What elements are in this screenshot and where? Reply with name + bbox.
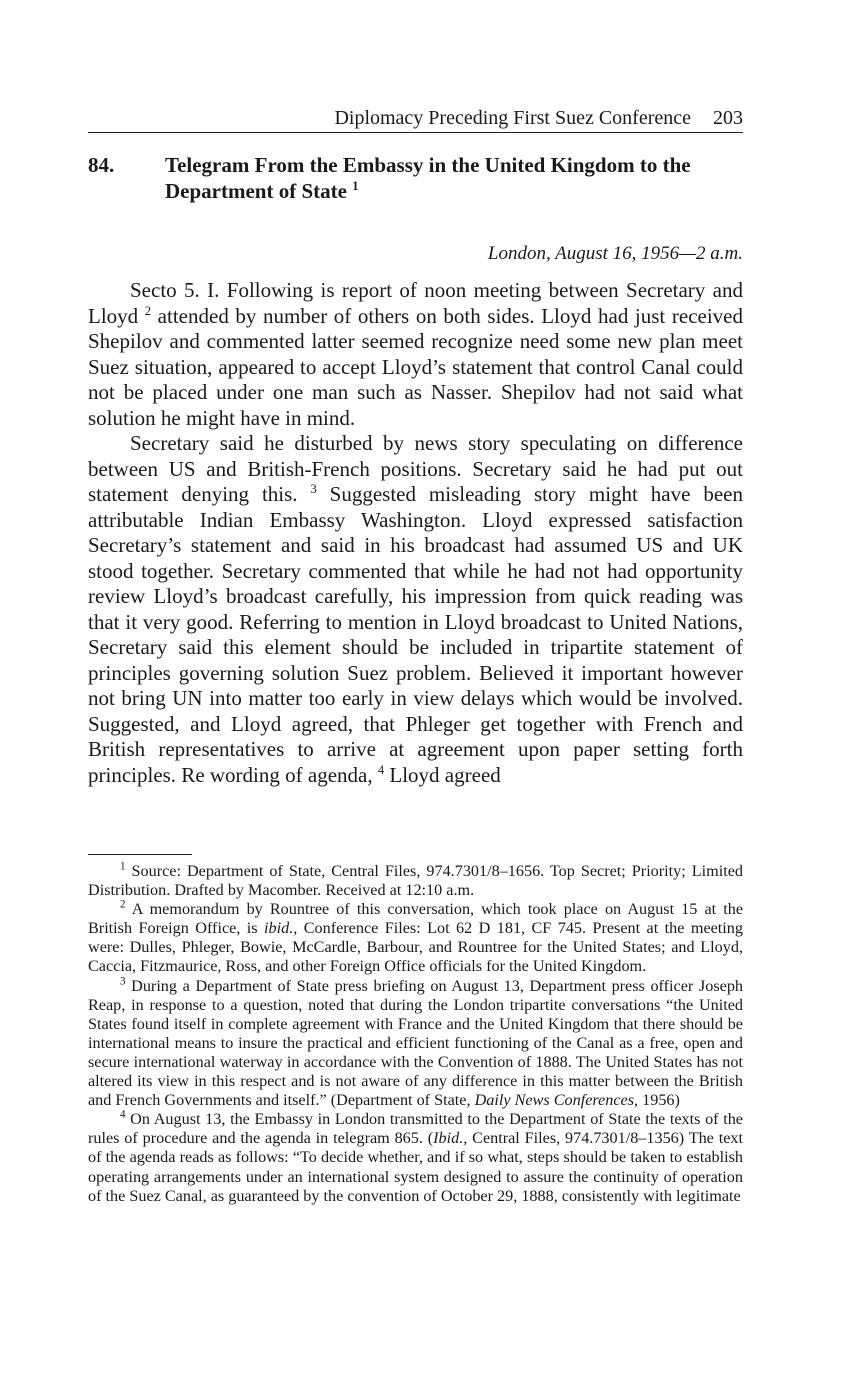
footnote-text: A memorandum by Rountree of this conversation, which took place on August 15 at the British Foreign Office, is (88, 900, 744, 938)
footnote-ref-1[interactable]: 1 (352, 179, 359, 193)
paragraph-text: Secretary said he disturbed by news story speculating on difference between US and British-French positions. Secretary said he had put out statement denying this. (88, 431, 743, 506)
footnote-italic: Daily News Conferences, (474, 1091, 639, 1110)
page-number: 203 (713, 107, 743, 129)
footnote-1 (88, 862, 743, 900)
running-header-title: Diplomacy Preceding First Suez Conference (334, 107, 691, 129)
footnote-number: 2 (120, 898, 126, 911)
body-paragraph (88, 431, 743, 788)
paragraph-text: attended by number of others on both sides. Lloyd had just received Shepilov and commented latter seemed recognize need some new plan meet Suez situation, appeared to accept Lloyd’s statement that control Canal could not be placed under one man such as Nasser. Shepilov had not said what solution he might have in mind. (88, 303, 743, 430)
footnote-2 (88, 900, 743, 976)
running-header (88, 106, 743, 133)
paragraph-text: Secto 5. I. Following is report of noon meeting between Secretary and Lloyd (88, 278, 743, 328)
footnote-number: 4 (120, 1108, 126, 1121)
document-number: 84. (88, 153, 115, 177)
footnote-4 (88, 1110, 743, 1205)
footnote-text: Conference Files: Lot 62 D 181, CF 745. Present at the meeting were: Dulles, Phleger, Bowie, McCardle, Barbour, and Rountree for the United States; and Lloyd, Caccia, Fitzmaurice, Ross, and other Foreign Office officials for the United Kingdom. (88, 919, 743, 976)
footnote-ref-4[interactable]: 4 (377, 762, 385, 777)
footnote-italic: ibid., (264, 919, 298, 938)
document-title (165, 152, 745, 204)
dateline: London, August 16, 1956—2 a.m. (487, 243, 743, 264)
footnote-number: 3 (120, 975, 126, 988)
document-title-text: Telegram From the Embassy in the United Kingdom to the Department of State (165, 153, 691, 203)
paragraph-text: Lloyd agreed (384, 762, 501, 787)
footnote-text: 1956) (638, 1091, 680, 1110)
footnote-text: On August 13, the Embassy in London transmitted to the Department of State the texts of the rules of procedure and the agenda in telegram 865. ( (88, 1110, 743, 1148)
footnotes (88, 862, 743, 1206)
paragraph-text: Suggested misleading story might have been attributable Indian Embassy Washington. Lloyd expressed satisfaction Secretary’s statement and said in his broadcast had assumed US and UK stood together. Secretary commented that while he had not had opportunity review Lloyd’s broadcast carefully, his impression from quick reading was that it very good. Referring to mention in Lloyd broadcast to United Nations, Secretary said this element should be included in tripartite statement of principles governing solution Suez problem. Believed it important however not bring UN into matter too early in view delays which would be involved. Suggested, and Lloyd agreed, that Phleger get together with French and British representatives to arrive at agreement upon paper setting forth principles. Re wording of agenda, (88, 482, 743, 787)
footnote-3 (88, 977, 743, 1111)
telegram-body (88, 278, 743, 788)
footnote-number: 1 (120, 860, 126, 873)
footnote-ref-2[interactable]: 2 (144, 303, 152, 318)
body-paragraph (88, 278, 743, 431)
footnote-divider (88, 854, 192, 855)
footnote-text: Central Files, 974.7301/8–1356) The text of the agenda reads as follows: “To decide whether, and if so what, steps should be taken to establish operating arrangements under an international system designed to assure the continuity of operation of the Suez Canal, as guaranteed by the convention of October 29, 1888, consistently with legitimate (88, 1129, 743, 1205)
footnote-text: Source: Department of State, Central Files, 974.7301/8–1656. Top Secret; Priority; Limited Distribution. Drafted by Macomber. Received at 12:10 a.m. (88, 862, 744, 900)
footnote-italic: Ibid., (433, 1129, 468, 1148)
footnote-text: During a Department of State press briefing on August 13, Department press officer Joseph Reap, in response to a question, noted that during the London tripartite conversations “the United States found itself in complete agreement with France and the United Kingdom that there should be international means to insure the practical and efficient functioning of the Canal as a free, open and secure international waterway in accordance with the Convention of 1888. The United States has not altered its view in this respect and is not aware of any difference in this matter between the British and French Governments and itself.” (Department of State, (88, 976, 744, 1110)
footnote-ref-3[interactable]: 3 (310, 482, 317, 496)
